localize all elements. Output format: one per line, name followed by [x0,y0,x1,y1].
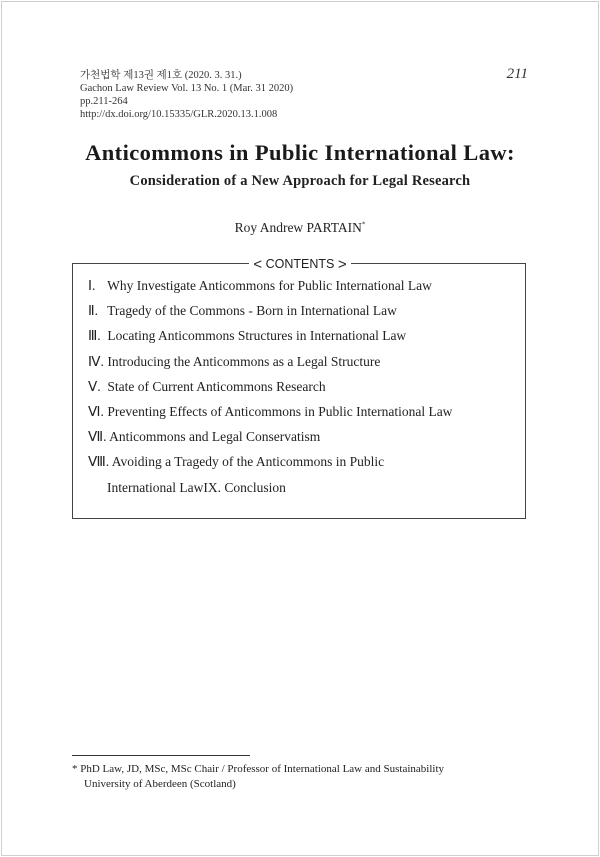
contents-item-numeral: Ⅷ. [88,454,110,470]
contents-item[interactable] [88,301,452,326]
contents-item[interactable] [88,427,452,452]
header-korean-line: 가천법학 제13권 제1호 (2020. 3. 31.) [80,70,242,81]
contents-item-numeral: Ⅴ. [88,378,101,394]
footnote-divider [72,755,250,756]
contents-item[interactable] [88,452,452,477]
contents-item-text: Tragedy of the Commons - Born in International Law [107,303,397,319]
contents-item-numeral: Ⅲ. [88,328,101,344]
contents-item-text: Why Investigate Anticommons for Public International Law [107,278,432,293]
article-title: Anticommons in Public International Law: [85,140,515,165]
contents-item-continuation[interactable]: International LawIX. Conclusion [107,479,286,495]
contents-item-numeral: Ⅰ. [88,278,96,293]
contents-item[interactable] [88,377,452,402]
footnote-mark: * [72,763,78,775]
contents-item[interactable] [88,276,452,301]
page-number: 211 [506,66,528,82]
contents-item-text: Introducing the Anticommons as a Legal Structure [107,353,381,369]
contents-item-text: Anticommons and Legal Conservatism [109,429,321,445]
header-journal-line: Gachon Law Review Vol. 13 No. 1 (Mar. 31 2020) [80,83,294,94]
journal-header [80,69,293,121]
author [0,220,600,236]
contents-heading-label: CONTENTS [265,257,335,271]
contents-item-numeral: Ⅵ. [88,403,104,419]
contents-item-text: Preventing Effects of Anticommons in Public International Law [107,403,453,419]
chevron-left-icon: < [253,256,263,273]
contents-item[interactable] [88,352,452,377]
contents-list [88,276,452,503]
contents-item-text: Locating Anticommons Structures in International Law [107,328,407,344]
contents-item[interactable] [88,402,452,427]
header-doi-link[interactable]: http://dx.doi.org/10.15335/GLR.2020.13.1.008 [80,109,278,120]
contents-heading [0,253,600,272]
footnote-line-2: University of Aberdeen (Scotland) [84,778,236,790]
author-footnote-mark[interactable]: * [361,220,366,229]
contents-item-numeral: Ⅱ. [88,303,99,319]
contents-item-text: State of Current Anticommons Research [107,378,326,394]
author-footnote [72,762,528,792]
footnote-line-1: PhD Law, JD, MSc, MSc Chair / Professor of International Law and Sustainability [80,763,445,775]
contents-item-text: Avoiding a Tragedy of the Anticommons in Public [111,454,385,470]
article-subtitle: Consideration of a New Approach for Legal Research [129,173,471,189]
author-name: Roy Andrew PARTAIN [234,220,362,235]
contents-item-numeral: Ⅶ. [88,429,107,445]
contents-item[interactable] [88,326,452,351]
contents-item-numeral: Ⅳ. [88,353,104,369]
chevron-right-icon: > [337,256,347,273]
header-pages: pp.211-264 [80,96,128,107]
